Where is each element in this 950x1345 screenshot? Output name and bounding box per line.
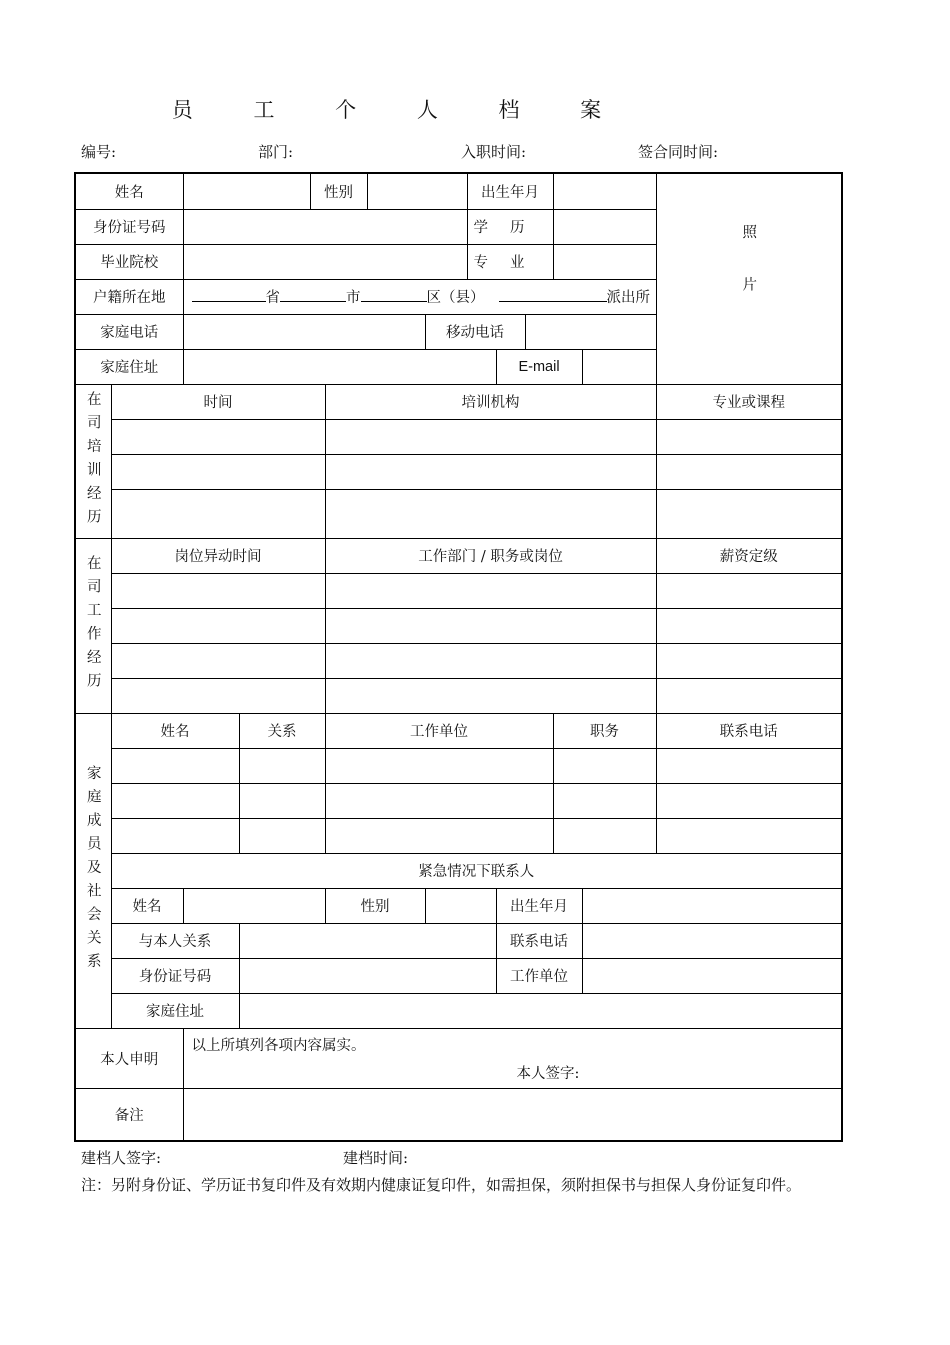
mobile-label: 移动电话 <box>425 314 525 349</box>
family-cell[interactable] <box>553 783 656 818</box>
name-label: 姓名 <box>75 173 183 209</box>
family-side-label: 家庭成员及社会关系 <box>75 713 111 1028</box>
email-label: E-mail <box>496 349 582 384</box>
emergency-phone-field[interactable] <box>582 923 842 958</box>
province-blank[interactable] <box>192 286 266 302</box>
training-header-institution: 培训机构 <box>325 384 656 419</box>
education-field[interactable] <box>553 209 656 244</box>
emergency-address-label: 家庭住址 <box>111 993 239 1028</box>
emergency-id-field[interactable] <box>239 958 496 993</box>
remarks-label: 备注 <box>75 1088 183 1141</box>
city-blank[interactable] <box>280 286 346 302</box>
training-cell[interactable] <box>111 489 325 538</box>
training-cell[interactable] <box>325 419 656 454</box>
remarks-field[interactable] <box>183 1088 842 1141</box>
work-cell[interactable] <box>111 643 325 678</box>
work-cell[interactable] <box>656 643 842 678</box>
family-cell[interactable] <box>239 783 325 818</box>
work-header-salary: 薪资定级 <box>656 538 842 573</box>
family-cell[interactable] <box>325 818 553 853</box>
work-cell[interactable] <box>111 608 325 643</box>
footer-note: 注：另附身份证、学历证书复印件及有效期内健康证复印件，如需担保，须附担保书与担保人身份证复印件。 <box>81 1176 802 1194</box>
photo-label: 照片 <box>740 224 757 330</box>
emergency-birth-field[interactable] <box>582 888 842 923</box>
work-cell[interactable] <box>325 573 656 608</box>
training-cell[interactable] <box>656 489 842 538</box>
emergency-phone-label: 联系电话 <box>496 923 582 958</box>
police-blank[interactable] <box>499 286 607 302</box>
family-cell[interactable] <box>325 748 553 783</box>
home-address-label: 家庭住址 <box>75 349 183 384</box>
page-title: 员 工 个 人 档 案 <box>171 98 629 122</box>
declaration-field[interactable] <box>183 1028 842 1088</box>
declaration-text: 以上所填列各项内容属实。 <box>191 1037 366 1054</box>
employee-record-form <box>74 172 843 1142</box>
work-header-department: 工作部门 / 职务或岗位 <box>325 538 656 573</box>
emergency-name-label: 姓名 <box>111 888 183 923</box>
family-cell[interactable] <box>656 783 842 818</box>
family-header-phone: 联系电话 <box>656 713 842 748</box>
work-cell[interactable] <box>111 573 325 608</box>
training-header-course: 专业或课程 <box>656 384 842 419</box>
work-cell[interactable] <box>325 608 656 643</box>
major-field[interactable] <box>553 244 656 279</box>
emergency-id-label: 身份证号码 <box>111 958 239 993</box>
home-phone-field[interactable] <box>183 314 425 349</box>
household-field[interactable] <box>183 279 656 314</box>
family-header-name: 姓名 <box>111 713 239 748</box>
family-header-relation: 关系 <box>239 713 325 748</box>
family-cell[interactable] <box>656 748 842 783</box>
district-blank[interactable] <box>361 286 427 302</box>
filer-signature-label: 建档人签字: <box>81 1149 162 1167</box>
family-cell[interactable] <box>239 818 325 853</box>
family-cell[interactable] <box>553 818 656 853</box>
family-cell[interactable] <box>239 748 325 783</box>
name-field[interactable] <box>183 173 310 209</box>
family-header-employer: 工作单位 <box>325 713 553 748</box>
emergency-address-field[interactable] <box>239 993 842 1028</box>
emergency-employer-label: 工作单位 <box>496 958 582 993</box>
number-label: 编号: <box>81 143 117 161</box>
contract-date-label: 签合同时间: <box>638 143 719 161</box>
mobile-field[interactable] <box>525 314 656 349</box>
training-side-label: 在司培训经历 <box>75 384 111 538</box>
department-label: 部门: <box>258 143 294 161</box>
training-cell[interactable] <box>111 454 325 489</box>
family-cell[interactable] <box>325 783 553 818</box>
training-cell[interactable] <box>111 419 325 454</box>
emergency-gender-label: 性别 <box>325 888 425 923</box>
photo-box[interactable] <box>656 173 842 384</box>
training-header-time: 时间 <box>111 384 325 419</box>
work-cell[interactable] <box>656 678 842 713</box>
work-side-label: 在司工作经历 <box>75 538 111 713</box>
work-cell[interactable] <box>325 643 656 678</box>
family-cell[interactable] <box>111 783 239 818</box>
emergency-relation-field[interactable] <box>239 923 496 958</box>
birth-field[interactable] <box>553 173 656 209</box>
birth-label: 出生年月 <box>467 173 553 209</box>
email-field[interactable] <box>582 349 656 384</box>
emergency-birth-label: 出生年月 <box>496 888 582 923</box>
school-label: 毕业院校 <box>75 244 183 279</box>
province-label: 省 <box>265 290 280 306</box>
major-label: 专业 <box>467 244 553 279</box>
family-cell[interactable] <box>553 748 656 783</box>
work-cell[interactable] <box>111 678 325 713</box>
household-label: 户籍所在地 <box>75 279 183 314</box>
training-cell[interactable] <box>325 489 656 538</box>
work-header-time: 岗位异动时间 <box>111 538 325 573</box>
school-field[interactable] <box>183 244 467 279</box>
family-header-position: 职务 <box>553 713 656 748</box>
family-cell[interactable] <box>111 818 239 853</box>
training-cell[interactable] <box>656 419 842 454</box>
emergency-contact-title: 紧急情况下联系人 <box>111 853 842 888</box>
declaration-signature-label: 本人签字: <box>516 1065 580 1082</box>
gender-label: 性别 <box>310 173 367 209</box>
emergency-employer-field[interactable] <box>582 958 842 993</box>
emergency-name-field[interactable] <box>183 888 325 923</box>
work-cell[interactable] <box>656 573 842 608</box>
police-station-label: 派出所 <box>606 290 650 306</box>
hire-date-label: 入职时间: <box>461 143 527 161</box>
emergency-relation-label: 与本人关系 <box>111 923 239 958</box>
id-number-field[interactable] <box>183 209 467 244</box>
id-number-label: 身份证号码 <box>75 209 183 244</box>
family-cell[interactable] <box>111 748 239 783</box>
training-cell[interactable] <box>325 454 656 489</box>
district-label: 区（县） <box>426 290 485 306</box>
filing-date-label: 建档时间: <box>343 1149 409 1167</box>
emergency-gender-field[interactable] <box>425 888 496 923</box>
training-cell[interactable] <box>656 454 842 489</box>
home-address-field[interactable] <box>183 349 496 384</box>
declaration-label: 本人申明 <box>75 1028 183 1088</box>
home-phone-label: 家庭电话 <box>75 314 183 349</box>
gender-field[interactable] <box>367 173 467 209</box>
family-cell[interactable] <box>656 818 842 853</box>
education-label: 学历 <box>467 209 553 244</box>
work-cell[interactable] <box>325 678 656 713</box>
city-label: 市 <box>346 290 361 306</box>
work-cell[interactable] <box>656 608 842 643</box>
